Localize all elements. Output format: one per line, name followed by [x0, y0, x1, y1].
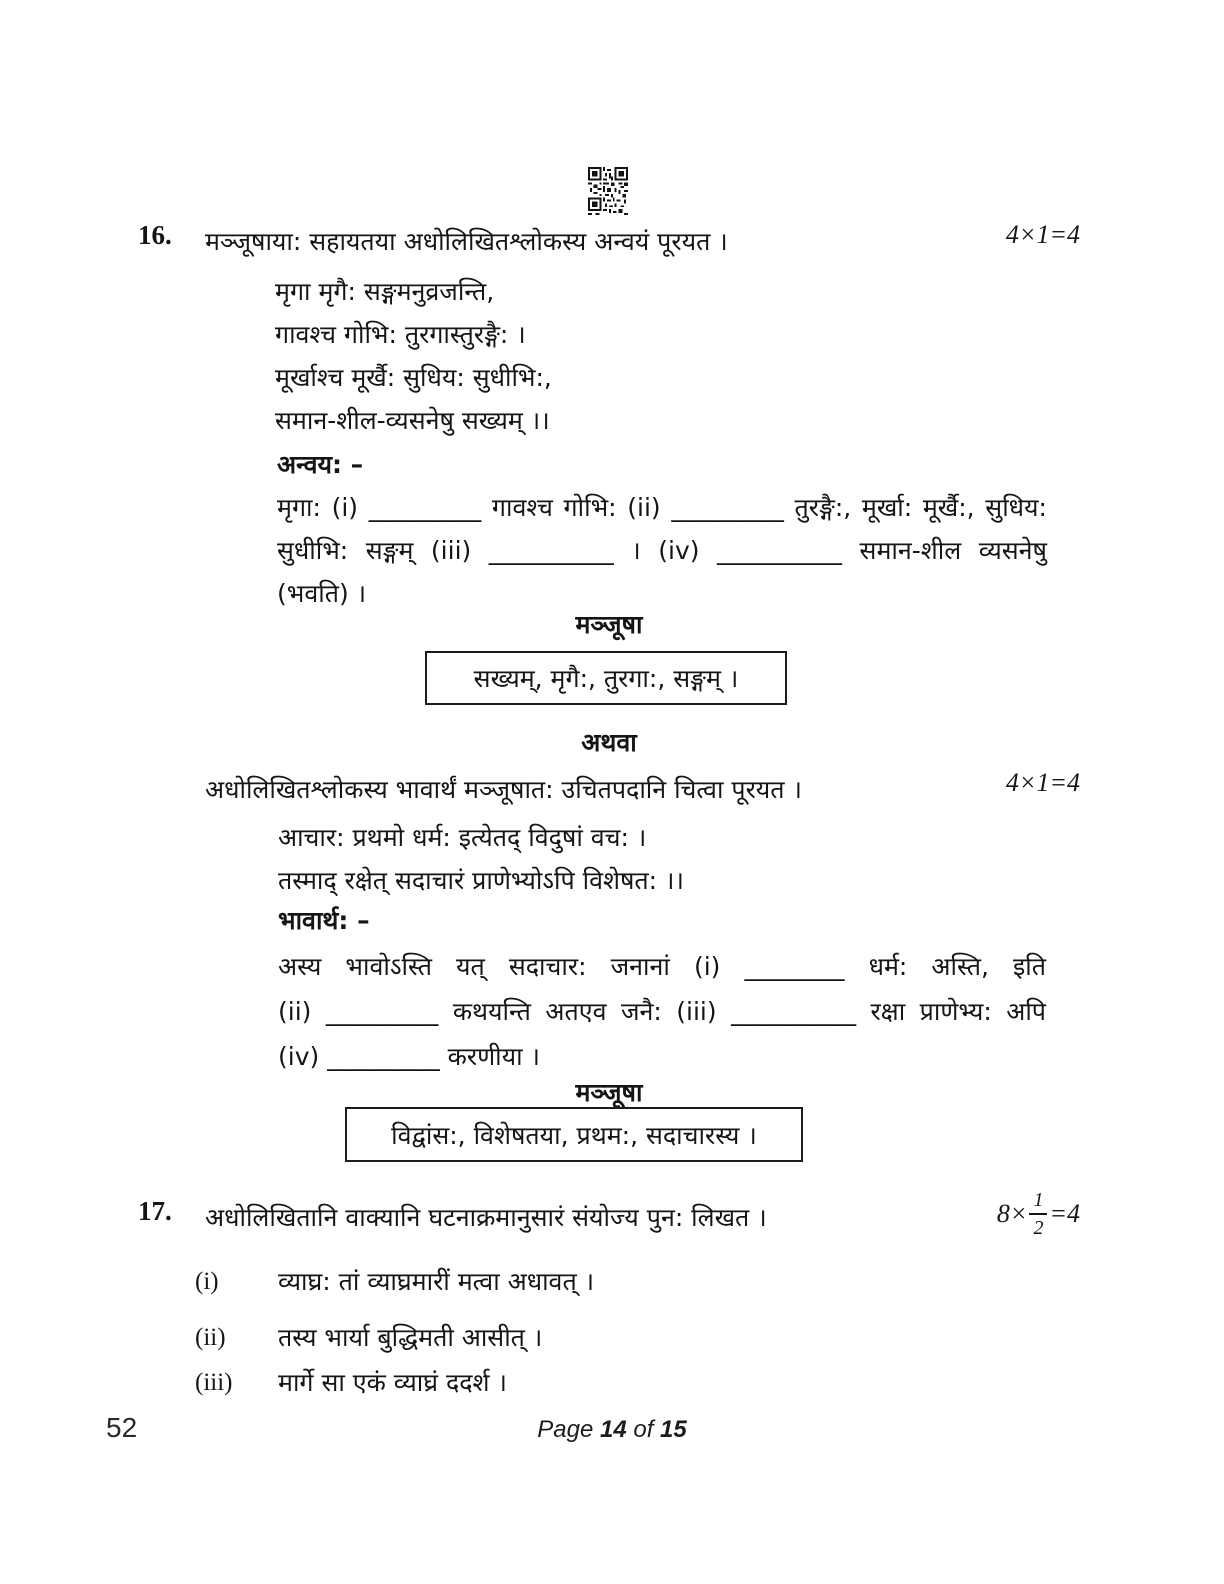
fraction-numerator: 1 [1029, 1190, 1047, 1215]
shloka-2-line: तस्माद् रक्षेत् सदाचारं प्राणेभ्योऽपि विशेषत: ।। [278, 866, 684, 895]
shloka-1 [275, 270, 552, 442]
anvaya-line: मृगा: (i) _________ गावश्च गोभि: (ii) _________ तुरङ्गै:, मूर्खा: मूर्खै:, सुधिय: [277, 493, 1047, 522]
shloka-1-line: मूर्खाश्च मूर्खै: सुधिय: सुधीभि:, [275, 363, 552, 392]
question-17-marks [997, 1190, 1080, 1238]
anvaya-lines [277, 486, 1047, 615]
question-17-row [138, 1189, 1080, 1239]
shloka-1-line: मृगा मृगै: सङ्गमनुव्रजन्ति, [275, 277, 495, 306]
q17-item-2 [195, 1316, 542, 1359]
manjusha-2-heading: मञ्जूषा [575, 1078, 643, 1107]
question-17-marks-base: 8× [996, 1199, 1028, 1228]
bhavartha-label: भावार्थ: – [278, 906, 370, 935]
footer-left-number: 52 [106, 1412, 138, 1443]
fraction-denominator: 2 [1033, 1217, 1044, 1239]
footer-page-total: 15 [660, 1416, 687, 1443]
manjusha-1-words: सख्यम्, मृगै:, तुरगा:, सङ्गम् । [473, 664, 739, 693]
question-17-number: 17. [138, 1196, 172, 1226]
question-17-marks-eq: =4 [1049, 1199, 1080, 1228]
footer-page-indicator [0, 1416, 1224, 1444]
question-16-marks: 4×1=4 [1005, 220, 1080, 249]
manjusha-2-words: विद्वांस:, विशेषतया, प्रथम:, सदाचारस्य । [391, 1120, 757, 1150]
footer-page-word: Page [537, 1416, 594, 1443]
question-17-text: अधोलिखितानि वाक्यानि घटनाक्रमानुसारं संयोज्य पुन: लिखत । [205, 1203, 767, 1232]
anvaya-label: अन्वय: – [277, 450, 364, 479]
q17-item-1 [195, 1260, 594, 1303]
manjusha-1-heading: मञ्जूषा [575, 610, 643, 639]
question-16-or-marks: 4×1=4 [1005, 768, 1080, 797]
q17-item-1-label: (i) [195, 1268, 219, 1295]
question-16-or-text: अधोलिखितश्लोकस्य भावार्थं मञ्जूषात: उचितपदानि चित्वा पूरयत । [205, 775, 802, 804]
manjusha-1-box [425, 651, 787, 705]
q17-item-3 [195, 1361, 507, 1404]
anvaya-line: (भवति) । [277, 579, 367, 608]
anvaya-line: सुधीभि: सङ्गम् (iii) __________ । (iv) __________ समान-शील व्यसनेषु [277, 536, 1047, 565]
question-16-or-row [138, 768, 1080, 811]
q17-item-2-label: (ii) [195, 1324, 226, 1351]
shloka-1-line: गावश्च गोभि: तुरगास्तुरङ्गै: । [275, 320, 526, 349]
question-17-marks-fraction [1029, 1190, 1047, 1238]
footer-of-word: of [633, 1416, 654, 1443]
question-16-text: मञ्जूषाया: सहायतया अधोलिखितश्लोकस्य अन्वयं पूरयत । [205, 227, 728, 256]
bhavartha-line: अस्य भावोऽस्ति यत् सदाचार: जनानां (i) ________ धर्म: अस्ति, इति [278, 952, 1046, 981]
shloka-2-line: आचार: प्रथमो धर्म: इत्येतद् विदुषां वच: । [278, 823, 647, 852]
qr-code-icon [588, 167, 628, 219]
q17-item-2-text: तस्य भार्या बुद्धिमती आसीत् । [278, 1323, 543, 1352]
or-heading: अथवा [581, 728, 637, 757]
shloka-2 [278, 816, 684, 902]
question-16-row [138, 220, 1080, 263]
footer-page-current: 14 [599, 1416, 627, 1443]
q17-item-3-label: (iii) [195, 1369, 233, 1396]
bhavartha-lines [278, 944, 1046, 1079]
bhavartha-line: (iv) _________ करणीया । [278, 1042, 541, 1071]
manjusha-2-box [345, 1107, 803, 1162]
q17-item-1-text: व्याघ्र: तां व्याघ्रमारीं मत्वा अधावत् । [278, 1267, 595, 1296]
q17-item-3-text: मार्गे सा एकं व्याघ्रं ददर्श । [278, 1368, 507, 1397]
bhavartha-line: (ii) _________ कथयन्ति अतएव जनै: (iii) __________ रक्षा प्राणेभ्य: अपि [278, 997, 1046, 1026]
shloka-1-line: समान-शील-व्यसनेषु सख्यम् ।। [275, 406, 550, 435]
question-16-number: 16. [138, 220, 172, 250]
